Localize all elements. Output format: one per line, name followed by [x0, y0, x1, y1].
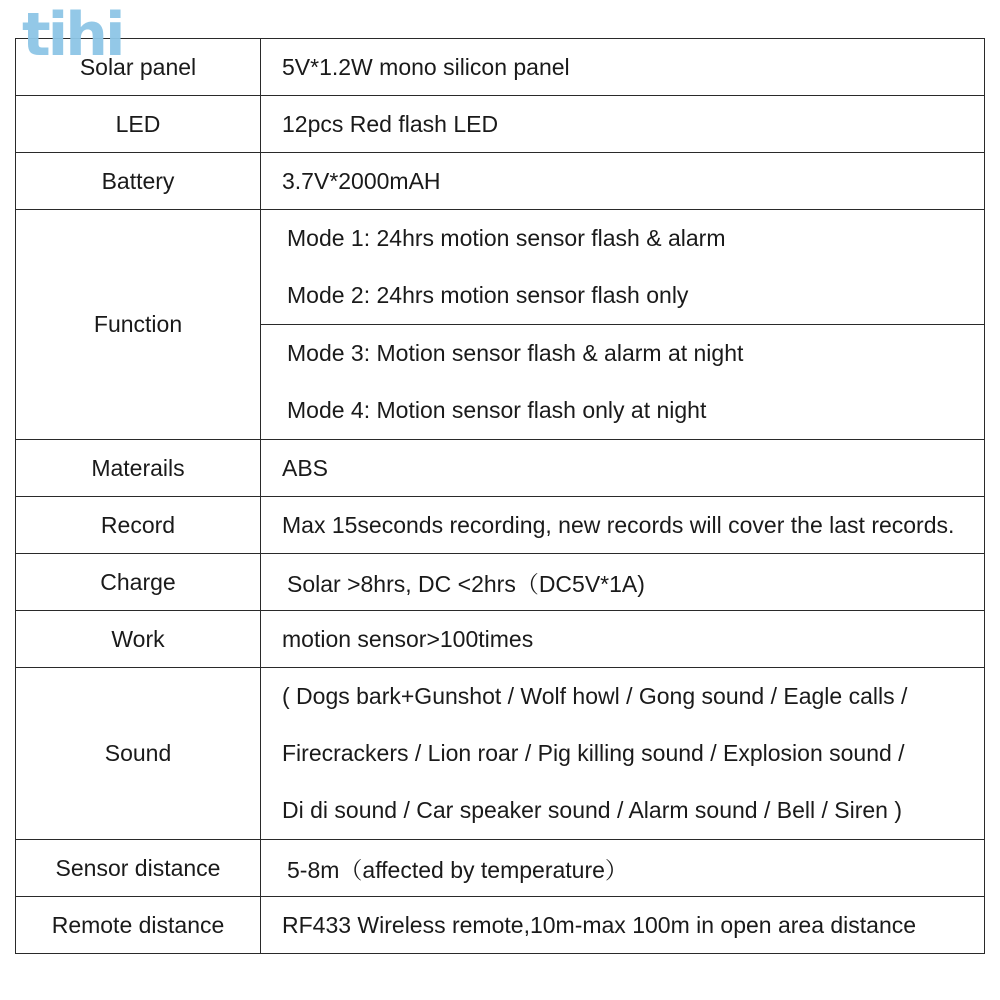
table-row-solar-panel [16, 39, 985, 96]
spec-value: 5V*1.2W mono silicon panel [261, 39, 985, 96]
spec-table [15, 38, 985, 954]
spec-value-group [261, 325, 985, 440]
spec-label: Remote distance [16, 897, 261, 954]
spec-label: Charge [16, 554, 261, 611]
function-mode-2: Mode 2: 24hrs motion sensor flash only [287, 282, 689, 308]
spec-value: motion sensor>100times [261, 611, 985, 668]
table-row-function-a [16, 210, 985, 325]
spec-label: Sensor distance [16, 840, 261, 897]
spec-value-group [261, 668, 985, 840]
spec-label: Function [16, 210, 261, 440]
spec-label: LED [16, 96, 261, 153]
spec-value: 3.7V*2000mAH [261, 153, 985, 210]
table-row-battery [16, 153, 985, 210]
table-row-led [16, 96, 985, 153]
spec-value: Max 15seconds recording, new records will cover the last records. [261, 497, 985, 554]
spec-value: Solar >8hrs, DC <2hrs（DC5V*1A) [261, 554, 985, 611]
spec-label: Solar panel [16, 39, 261, 96]
sound-line-3: Di di sound / Car speaker sound / Alarm sound / Bell / Siren ) [282, 797, 903, 823]
table-row-sound [16, 668, 985, 840]
spec-value: RF433 Wireless remote,10m-max 100m in open area distance [261, 897, 985, 954]
spec-label: Work [16, 611, 261, 668]
sound-line-1: ( Dogs bark+Gunshot / Wolf howl / Gong sound / Eagle calls / [282, 683, 908, 709]
spec-value: ABS [261, 440, 985, 497]
spec-value: 5-8m（affected by temperature） [261, 840, 985, 897]
table-row-record [16, 497, 985, 554]
function-mode-1: Mode 1: 24hrs motion sensor flash & alarm [287, 225, 726, 251]
spec-value-group [261, 210, 985, 325]
spec-value: 12pcs Red flash LED [261, 96, 985, 153]
function-mode-4: Mode 4: Motion sensor flash only at night [287, 397, 707, 423]
watermark-logo: tihi [22, 0, 123, 70]
table-row-materials [16, 440, 985, 497]
table-row-remote-distance [16, 897, 985, 954]
spec-label: Record [16, 497, 261, 554]
spec-label: Battery [16, 153, 261, 210]
spec-label: Sound [16, 668, 261, 840]
table-row-work [16, 611, 985, 668]
table-row-charge [16, 554, 985, 611]
table-row-sensor-distance [16, 840, 985, 897]
spec-label: Materails [16, 440, 261, 497]
sound-line-2: Firecrackers / Lion roar / Pig killing sound / Explosion sound / [282, 740, 905, 766]
function-mode-3: Mode 3: Motion sensor flash & alarm at night [287, 340, 744, 366]
